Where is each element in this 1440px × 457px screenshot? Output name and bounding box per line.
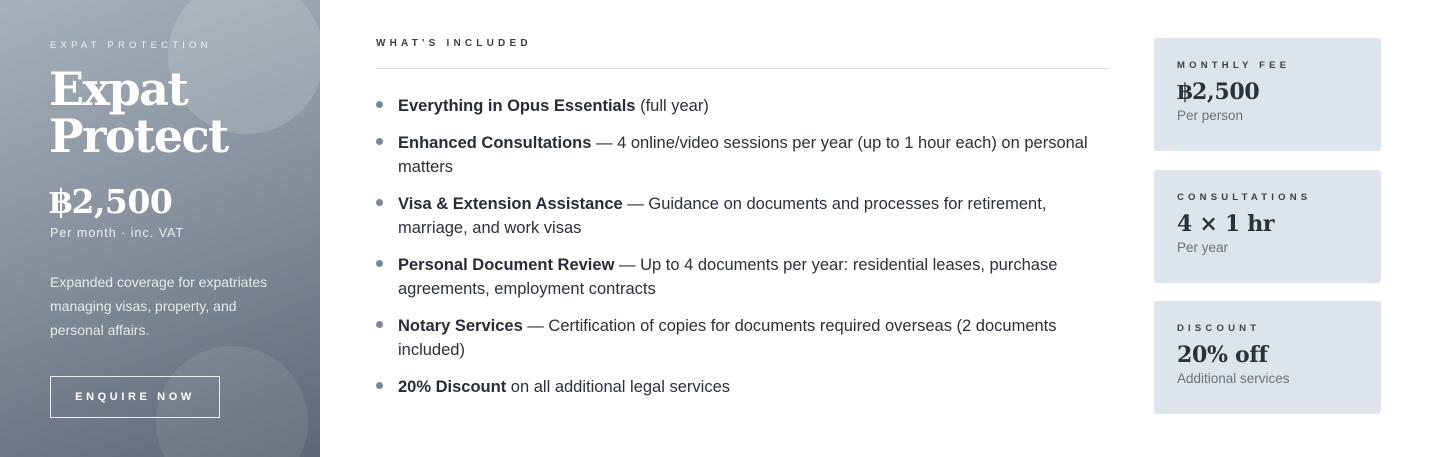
feature-name: 20% Discount	[398, 378, 507, 396]
plan-description: Expanded coverage for expatriates managing visas, property, and personal affairs.	[50, 274, 268, 338]
stat-sub: Per year	[1177, 240, 1229, 255]
stat-card-monthly-fee	[1154, 38, 1381, 151]
stat-label: MONTHLY FEE	[1177, 60, 1291, 71]
feature-detail: on all additional legal services	[506, 378, 731, 396]
feature-name: Enhanced Consultations	[398, 134, 592, 152]
stat-value: 20% off	[1177, 342, 1268, 368]
feature-detail: — Up to 4 documents per year: residential leases, purchase agreements, employment contracts	[398, 256, 1058, 298]
feature-detail: — Guidance on documents and processes for retirement, marriage, and work visas	[398, 195, 1047, 237]
plan-title: Expat Protect	[49, 62, 228, 163]
list-item	[376, 253, 1109, 301]
feature-name: Notary Services	[398, 317, 523, 335]
stat-value: 4 × 1 hr	[1177, 211, 1275, 237]
whats-included-section	[376, 38, 1109, 412]
stat-card-discount	[1154, 301, 1381, 414]
feature-name: Personal Document Review	[398, 256, 615, 274]
stat-sub: Per person	[1177, 108, 1244, 123]
stat-card-consultations	[1154, 170, 1381, 283]
stat-value: ฿2,500	[1177, 79, 1260, 105]
list-item	[376, 192, 1109, 240]
bullet-icon	[376, 101, 383, 108]
hero-panel	[0, 0, 320, 457]
bullet-icon	[376, 260, 383, 267]
bullet-icon	[376, 199, 383, 206]
enquire-now-button[interactable]: ENQUIRE NOW	[50, 376, 220, 418]
stat-sub: Additional services	[1177, 371, 1290, 386]
bullet-icon	[376, 382, 383, 389]
feature-name: Everything in Opus Essentials	[398, 97, 636, 115]
feature-detail: — Certification of copies for documents required overseas (2 documents included)	[398, 317, 1057, 359]
price-note: Per month · inc. VAT	[50, 226, 185, 240]
list-item	[376, 375, 1109, 399]
plan-price: ฿2,500	[49, 182, 173, 221]
bullet-icon	[376, 138, 383, 145]
stat-label: CONSULTATIONS	[1177, 192, 1312, 203]
feature-name: Visa & Extension Assistance	[398, 195, 623, 213]
section-heading: WHAT'S INCLUDED	[376, 38, 1109, 69]
bullet-icon	[376, 321, 383, 328]
stat-label: DISCOUNT	[1177, 323, 1261, 334]
list-item	[376, 131, 1109, 179]
features-list	[376, 94, 1109, 399]
list-item	[376, 314, 1109, 362]
feature-detail: (full year)	[635, 97, 709, 115]
feature-detail: — 4 online/video sessions per year (up to 1 hour each) on personal matters	[398, 134, 1088, 176]
list-item	[376, 94, 1109, 118]
plan-category: EXPAT PROTECTION	[50, 40, 212, 51]
